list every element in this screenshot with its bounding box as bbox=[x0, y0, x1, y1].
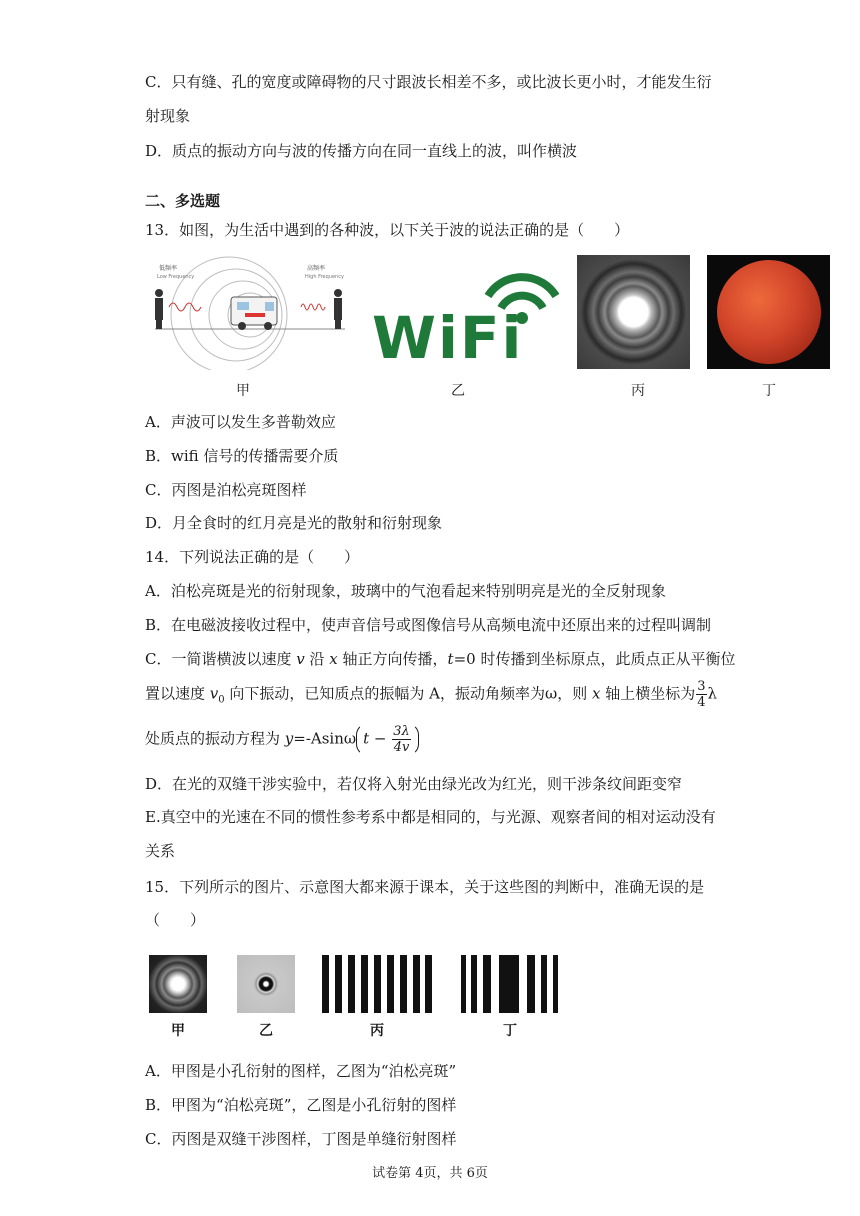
q15-figure-yi bbox=[237, 955, 295, 1013]
page-footer: 试卷第 4页，共 6页 bbox=[372, 1166, 488, 1181]
q15-option-b: B．甲图为“泊松亮斑”，乙图是小孔衍射的图样 bbox=[145, 1096, 457, 1114]
q12-option-d: D．质点的振动方向与波的传播方向在同一直线上的波，叫作横波 bbox=[145, 142, 578, 160]
q15-caption-ding: 丁 bbox=[503, 1023, 517, 1039]
q13-caption-ding: 丁 bbox=[762, 383, 776, 399]
phase-parentheses: t − $\frac{3\lambda}{4v}$ bbox=[356, 723, 419, 756]
q15-stem-line2: （ ） bbox=[145, 911, 206, 929]
q14-option-e-line1: E.真空中的光速在不同的惯性参考系中都是相同的，与光源、观察者间的相对运动没有 bbox=[145, 808, 716, 826]
q15-caption-bing: 丙 bbox=[370, 1023, 384, 1039]
q12-option-c-line2: 射现象 bbox=[145, 107, 191, 125]
q12-option-c-line1: C．只有缝、孔的宽度或障碍物的尺寸跟波长相差不多，或比波长更小时，才能发生衍 bbox=[145, 73, 712, 91]
wifi-logo-text: WiFi bbox=[372, 304, 524, 364]
q14-option-d: D．在光的双缝干涉实验中，若仅将入射光由绿光改为红光，则干涉条纹间距变窄 bbox=[145, 775, 683, 793]
poisson-spot-image bbox=[577, 255, 690, 369]
q15-stem-line1: 15．下列所示的图片、示意图大都来源于课本，关于这些图的判断中，准确无误的是 bbox=[145, 878, 705, 896]
q14-option-c-line1: C．一简谐横波以速度 v 沿 x 轴正方向传播，t=0 时传播到坐标原点，此质点正从平衡位 bbox=[145, 650, 736, 668]
q13-stem: 13．如图，为生活中遇到的各种波，以下关于波的说法正确的是（ ） bbox=[145, 221, 630, 239]
q13-option-d: D．月全食时的红月亮是光的散射和衍射现象 bbox=[145, 514, 443, 532]
q13-caption-yi: 乙 bbox=[451, 383, 465, 399]
wifi-figure bbox=[370, 262, 565, 364]
q15-caption-jia: 甲 bbox=[171, 1023, 185, 1039]
q13-caption-bing: 丙 bbox=[631, 383, 645, 399]
q14-stem: 14．下列说法正确的是（ ） bbox=[145, 548, 360, 566]
q14-option-c-line3: 处质点的振动方程为 y=-Asinω t − $\frac{3\lambda}{4v}$ bbox=[145, 723, 419, 756]
q13-option-c: C．丙图是泊松亮斑图样 bbox=[145, 481, 307, 499]
q14-option-b: B．在电磁波接收过程中，使声音信号或图像信号从高频电流中还原出来的过程叫调制 bbox=[145, 616, 712, 634]
high-freq-label-en: High Frequency bbox=[305, 274, 344, 280]
q14-option-e-line2: 关系 bbox=[145, 842, 176, 860]
q15-option-c: C．丙图是双缝干涉图样，丁图是单缝衍射图样 bbox=[145, 1130, 457, 1148]
q14-option-c-line2: 置以速度 $v_0$ 向下振动，已知质点的振幅为 A，振动角频率为ω，则 x 轴上横坐标为 $\frac{3}{4}$ λ bbox=[145, 679, 718, 710]
low-freq-label: 低频率 bbox=[159, 265, 178, 272]
q15-figure-jia bbox=[149, 955, 207, 1013]
red-moon-image bbox=[707, 255, 830, 369]
high-freq-label: 高频率 bbox=[307, 265, 326, 272]
fraction-three-quarters: $\frac{3}{4}$ bbox=[697, 679, 706, 710]
q15-figure-ding bbox=[461, 955, 559, 1013]
q15-figure-bing bbox=[322, 955, 432, 1013]
q15-option-a: A．甲图是小孔衍射的图样，乙图为“泊松亮斑” bbox=[145, 1062, 457, 1080]
section-title: 二、多选题 bbox=[145, 192, 221, 210]
q13-caption-jia: 甲 bbox=[236, 383, 250, 399]
doppler-figure bbox=[145, 255, 355, 370]
q15-caption-yi: 乙 bbox=[259, 1023, 273, 1039]
q13-option-b: B．wifi 信号的传播需要介质 bbox=[145, 447, 339, 465]
low-freq-label-en: Low Frequency bbox=[157, 274, 195, 280]
q13-option-a: A．声波可以发生多普勒效应 bbox=[145, 413, 336, 431]
q14-option-a: A．泊松亮斑是光的衍射现象，玻璃中的气泡看起来特别明亮是光的全反射现象 bbox=[145, 582, 666, 600]
